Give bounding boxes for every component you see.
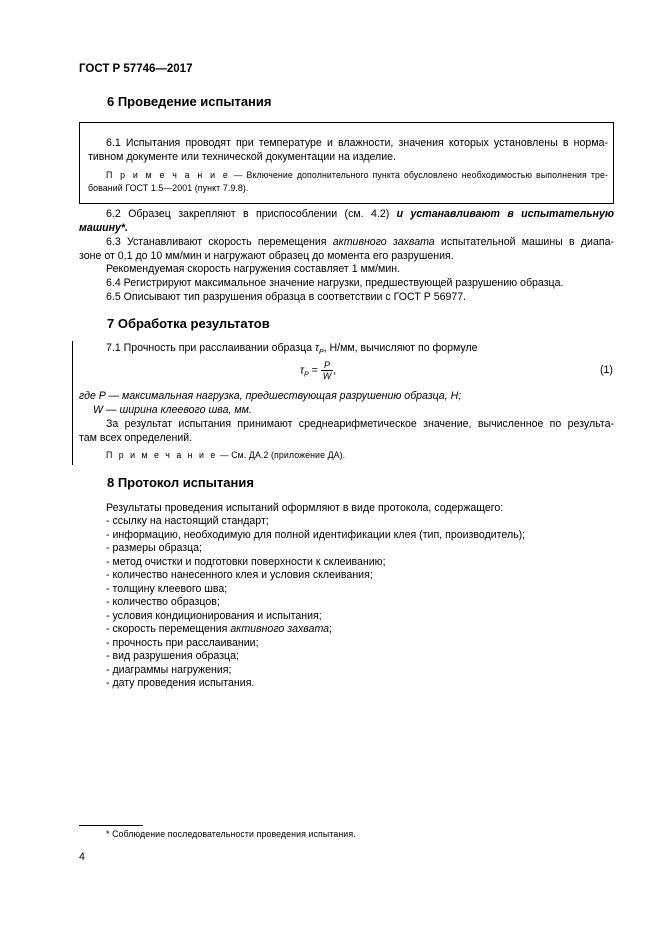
para-6-2-text: 6.2 Образец закрепляют в приспособлении (см. 4.2): [106, 208, 397, 220]
para-6-3-line2: зоне от 0,1 до 10 мм/мин и нагружают образец до момента его разрушения.: [79, 250, 454, 262]
list-item: - дату проведения испытания.: [106, 677, 255, 689]
para-6-3-text-a: 6.3 Устанавливают скорость перемещения: [106, 236, 333, 248]
tau-symbol: τ: [314, 342, 319, 354]
list-item: - ссылку на настоящий стандарт;: [106, 515, 269, 527]
para-6-3-recommended: Рекомендуемая скорость нагружения составляет 1 мм/мин.: [106, 263, 401, 275]
note-7-label: П р и м е ч а н и е: [106, 450, 218, 460]
para-6-3-text-c: испытательной машины в диапа-: [434, 236, 615, 248]
list-item: - информацию, необходимую для полной идентификации клея (тип, производитель);: [106, 528, 526, 541]
tau-subscript: P: [318, 349, 324, 357]
document-code: ГОСТ Р 57746—2017: [79, 63, 193, 75]
change-bar: [72, 341, 73, 465]
list-item: - количество нанесенного клея и условия склеивания;: [106, 569, 373, 581]
formula-equals: =: [308, 364, 321, 377]
list-item: - толщину клеевого шва;: [106, 582, 228, 595]
formula-1: [300, 360, 336, 382]
para-6-1-line2: тивном документе или технической документации на изделие.: [88, 151, 396, 163]
formula-comma: ,: [333, 364, 337, 377]
footnote-separator: [79, 825, 143, 826]
protocol-intro: Результаты проведения испытаний оформляют в виде протокола, содержащего:: [106, 502, 504, 514]
protocol-list: [106, 515, 606, 691]
list-item: [106, 623, 606, 637]
para-7-1: [106, 342, 478, 360]
fraction-numerator: P: [321, 360, 334, 371]
list-item: - количество образцов;: [106, 596, 220, 608]
where-line-1: где P — максимальная нагрузка, предшествующая разрушению образца, Н;: [79, 390, 462, 402]
equation-number: (1): [600, 364, 613, 376]
where-line-2: W — ширина клеевого шва, мм.: [93, 404, 252, 416]
para-6-3-emph: активного захвата: [332, 236, 435, 248]
footnote: * Соблюдение последовательности проведения испытания.: [106, 829, 356, 839]
section-8-title: 8 Протокол испытания: [107, 475, 254, 490]
note-label: П р и м е ч а н и е: [106, 170, 230, 180]
list-item-emph: активного захвата: [230, 623, 330, 635]
note-7: [106, 449, 345, 462]
para-6-2-line1: [79, 208, 614, 222]
list-item-text: - скорость перемещения: [106, 623, 231, 635]
note-7-text: — См. ДА.2 (приложение ДА).: [217, 450, 346, 460]
formula-tau: τ: [300, 364, 304, 377]
para-7-1-text-b: , Н/мм, вычисляют по формуле: [323, 342, 478, 354]
note-6-line1: [88, 169, 608, 182]
list-item: - размеры образца;: [106, 542, 203, 554]
result-line-2: там всех определений.: [79, 432, 193, 444]
result-line-1: За результат испытания принимают среднеарифметическое значение, вычисленное по результа-: [106, 418, 614, 430]
para-6-1-line1: 6.1 Испытания проводят при температуре и влажности, значения которых установлены в норма-: [106, 137, 608, 149]
list-item: - условия кондиционирования и испытания;: [106, 609, 322, 622]
list-item: - метод очистки и подготовки поверхности к склеиванию;: [106, 555, 386, 568]
fraction-denominator: W: [322, 371, 332, 381]
list-item: - диаграммы нагружения;: [106, 663, 232, 676]
para-6-2-emph: и устанавливают в испытательную: [396, 208, 614, 220]
para-6-4: 6.4 Регистрируют максимальное значение нагрузки, предшествующей разрушению образца.: [106, 277, 564, 289]
para-7-1-text-a: 7.1 Прочность при расслаивании образца: [106, 342, 315, 354]
list-item: - прочность при расслаивании;: [106, 636, 259, 649]
note-6-line2: бований ГОСТ 1.5—2001 (пункт 7.9.8).: [88, 183, 249, 193]
list-item-end: ;: [329, 623, 332, 635]
formula-fraction: [321, 360, 337, 381]
list-item: - вид разрушения образца;: [106, 650, 239, 662]
note-text: — Включение дополнительного пункта обусловлено необходимостью выполнения тре-: [229, 170, 608, 180]
para-6-3-line1: [79, 236, 614, 250]
section-6-title: 6 Проведение испытания: [107, 94, 272, 109]
page-number: 4: [79, 851, 85, 863]
formula-tau-sub: P: [303, 371, 309, 379]
para-6-5: 6.5 Описывают тип разрушения образца в соответствии с ГОСТ Р 56977.: [106, 291, 467, 303]
section-7-title: 7 Обработка результатов: [107, 316, 270, 331]
para-6-2-line2: машину*.: [79, 222, 128, 234]
